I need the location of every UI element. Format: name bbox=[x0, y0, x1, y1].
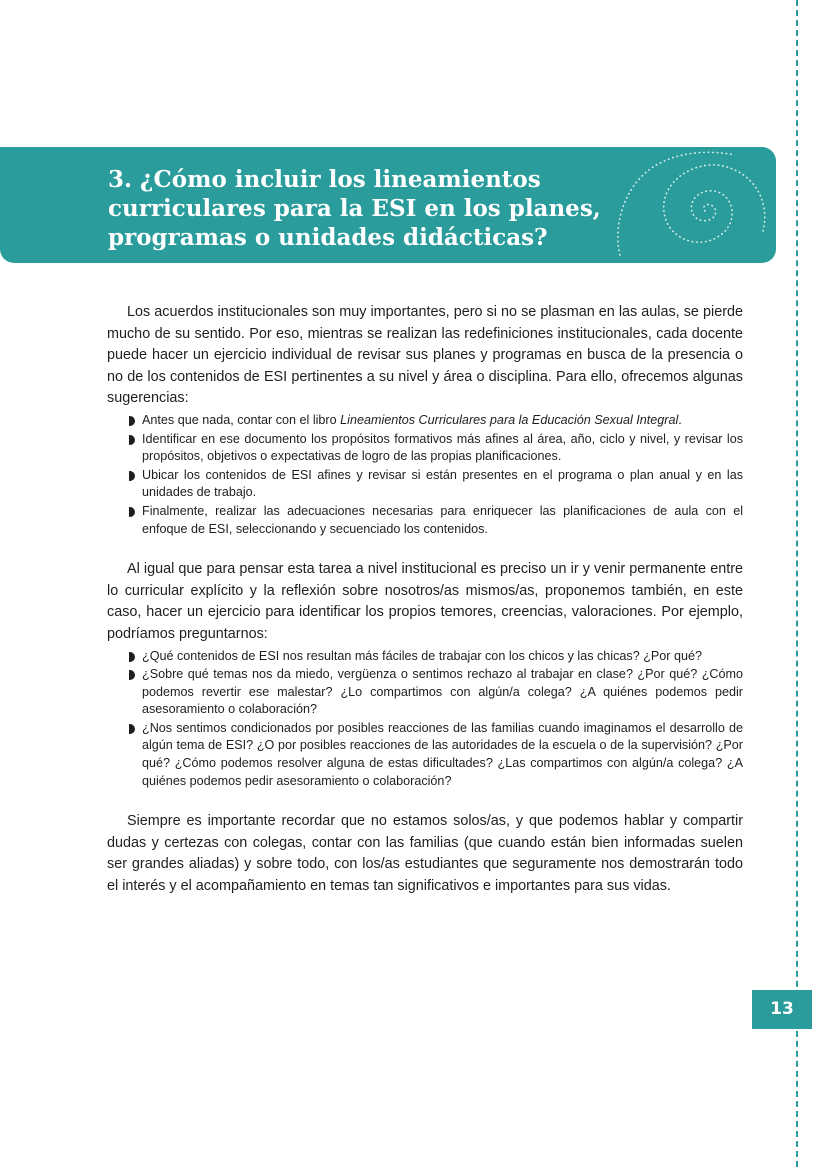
page-number: 13 bbox=[752, 990, 812, 1029]
bullet-icon bbox=[129, 652, 135, 662]
spacer bbox=[107, 791, 743, 811]
bullet-icon bbox=[129, 670, 135, 680]
bullet-icon bbox=[129, 507, 135, 517]
spacer bbox=[107, 539, 743, 559]
main-content bbox=[107, 302, 743, 898]
intro-paragraph: Los acuerdos institucionales son muy importantes, pero si no se plasman en las aulas, se pierde mucho de su sentido. Por eso, mientras se realizan las redefiniciones institucionales, cada docente puede hacer un ejercicio individual de revisar sus planes y programas en busca de la presencia o no de los contenidos de ESI pertinentes a su nivel y área o disciplina. Para ello, ofrecemos algunas sugerencias: bbox=[107, 304, 743, 407]
closing-paragraph: Siempre es importante recordar que no estamos solos/as, y que podemos hablar y compartir dudas y certezas con colegas, contar con las familias (que cuando están bien informadas suelen ser grandes aliadas) y sobre todo, con los/as estudiantes que seguramente nos demostrarán todo el interés y el acompañamiento en temas tan significativos e importantes para sus vidas. bbox=[107, 813, 743, 895]
list-item: Antes que nada, contar con el libro Lineamientos Curriculares para la Educación Sexual Integral. bbox=[129, 412, 743, 430]
list-item: ¿Nos sentimos condicionados por posibles reacciones de las familias cuando imaginamos el desarrollo de algún tema de ESI? ¿O por posibles reacciones de las autoridades de la escuela o de la supervisión? ¿Por qué? ¿Cómo podemos resolver alguna de estas dificultades? ¿Las compartimos con algún/a colega? ¿A quiénes podemos pedir asesoramiento o colaboración? bbox=[129, 720, 743, 790]
bullet-icon bbox=[129, 471, 135, 481]
list-item: Ubicar los contenidos de ESI afines y revisar si están presentes en el programa o plan anual y en las unidades de trabajo. bbox=[129, 467, 743, 502]
suggestions-list bbox=[107, 412, 743, 538]
section-header-banner bbox=[0, 147, 776, 263]
bullet-icon bbox=[129, 724, 135, 734]
list-item: ¿Qué contenidos de ESI nos resultan más fáciles de trabajar con los chicos y las chicas? ¿Por qué? bbox=[129, 648, 743, 666]
bullet-icon bbox=[129, 416, 135, 426]
list-item: ¿Sobre qué temas nos da miedo, vergüenza o sentimos rechazo al trabajar en clase? ¿Por qué? ¿Cómo podemos revertir ese malestar? ¿Lo compartimos con algún/a colega? ¿A quiénes podemos pedir asesoramiento o colaboración? bbox=[129, 666, 743, 719]
list-item: Identificar en ese documento los propósitos formativos más afines al área, año, ciclo y nivel, y revisar los propósitos, objetivos o expectativas de logro de las propias planificaciones. bbox=[129, 431, 743, 466]
questions-list bbox=[107, 648, 743, 791]
reflection-paragraph: Al igual que para pensar esta tarea a nivel institucional es preciso un ir y venir permanente entre lo curricular explícito y la reflexión sobre nosotros/as mismos/as, proponemos también, en este caso, hacer un ejercicio para identificar los propios temores, creencias, valoraciones. Por ejemplo, podríamos preguntarnos: bbox=[107, 561, 743, 642]
bullet-icon bbox=[129, 435, 135, 445]
section-title: 3. ¿Cómo incluir los lineamientos curriculares para la ESI en los planes, programas o unidades didácticas? bbox=[108, 166, 601, 251]
list-item: Finalmente, realizar las adecuaciones necesarias para enriquecer las planificaciones de aula con el enfoque de ESI, seleccionando y secuenciado los contenidos. bbox=[129, 503, 743, 538]
spiral-decoration-icon bbox=[605, 147, 776, 263]
